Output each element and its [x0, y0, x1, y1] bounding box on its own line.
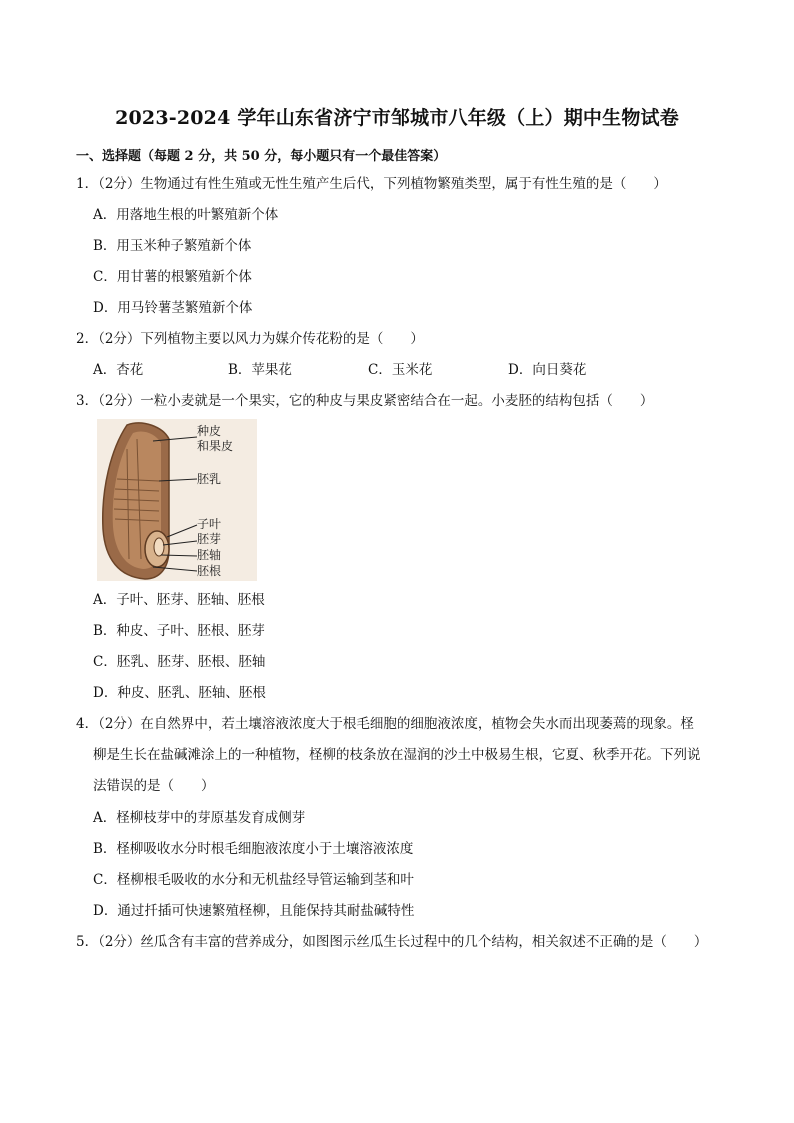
- label-cotyledon: 子叶: [197, 517, 222, 531]
- section-heading: 一、选择题（每题 2 分，共 50 分，每小题只有一个最佳答案）: [76, 149, 447, 164]
- label-endosperm: 胚乳: [197, 472, 222, 486]
- label-seed-coat: 种皮: [197, 424, 222, 438]
- question-2-option-d: D．向日葵花: [508, 362, 587, 378]
- question-1-option-b: B．用玉米种子繁殖新个体: [93, 238, 252, 254]
- question-3-option-a: A．子叶、胚芽、胚轴、胚根: [93, 592, 265, 608]
- label-pericarp: 和果皮: [197, 439, 234, 453]
- label-radicle: 胚根: [197, 564, 222, 578]
- question-4-stem-line-1: 4．（2分）在自然界中，若土壤溶液浓度大于根毛细胞的细胞液浓度，植物会失水而出现萎蔫的现象。柽: [76, 716, 694, 732]
- question-4-option-d: D．通过扦插可快速繁殖柽柳，且能保持其耐盐碱特性: [93, 903, 415, 919]
- question-1-option-c: C．用甘薯的根繁殖新个体: [93, 269, 252, 285]
- question-3-option-c: C．胚乳、胚芽、胚根、胚轴: [93, 654, 266, 670]
- question-4-option-b: B．柽柳吸收水分时根毛细胞液浓度小于土壤溶液浓度: [93, 841, 414, 857]
- question-3-stem: 3．（2分）一粒小麦就是一个果实，它的种皮与果皮紧密结合在一起。小麦胚的结构包括（ ）: [76, 393, 654, 409]
- question-4-stem-line-2: 柳是生长在盐碱滩涂上的一种植物，柽柳的枝条放在湿润的沙土中极易生根，它夏、秋季开花。下列说: [93, 747, 701, 763]
- question-3-option-b: B．种皮、子叶、胚根、胚芽: [93, 623, 265, 639]
- plumule-shape: [154, 538, 164, 556]
- wheat-grain-svg: [97, 419, 257, 581]
- question-2-option-c: C．玉米花: [368, 362, 433, 378]
- label-plumule: 胚芽: [197, 532, 222, 546]
- question-1-option-a: A．用落地生根的叶繁殖新个体: [93, 207, 279, 223]
- question-2-option-b: B．苹果花: [228, 362, 292, 378]
- question-4-option-a: A．柽柳枝芽中的芽原基发育成侧芽: [93, 810, 306, 826]
- question-2-stem: 2．（2分）下列植物主要以风力为媒介传花粉的是（ ）: [76, 331, 424, 347]
- page-title: 2023-2024 学年山东省济宁市邹城市八年级（上）期中生物试卷: [115, 107, 679, 129]
- label-hypocotyl: 胚轴: [197, 548, 222, 562]
- question-5-stem: 5．（2分）丝瓜含有丰富的营养成分，如图图示丝瓜生长过程中的几个结构，相关叙述不正确的是（ ）: [76, 934, 708, 950]
- question-2-option-a: A．杏花: [93, 362, 144, 378]
- wheat-grain-diagram: [97, 419, 257, 581]
- question-1-option-d: D．用马铃薯茎繁殖新个体: [93, 300, 253, 316]
- question-3-option-d: D．种皮、胚乳、胚轴、胚根: [93, 685, 266, 701]
- question-4-stem-line-3: 法错误的是（ ）: [93, 778, 215, 794]
- question-4-option-c: C．柽柳根毛吸收的水分和无机盐经导管运输到茎和叶: [93, 872, 414, 888]
- question-1-stem: 1．（2分）生物通过有性生殖或无性生殖产生后代，下列植物繁殖类型，属于有性生殖的是（ ）: [76, 176, 667, 192]
